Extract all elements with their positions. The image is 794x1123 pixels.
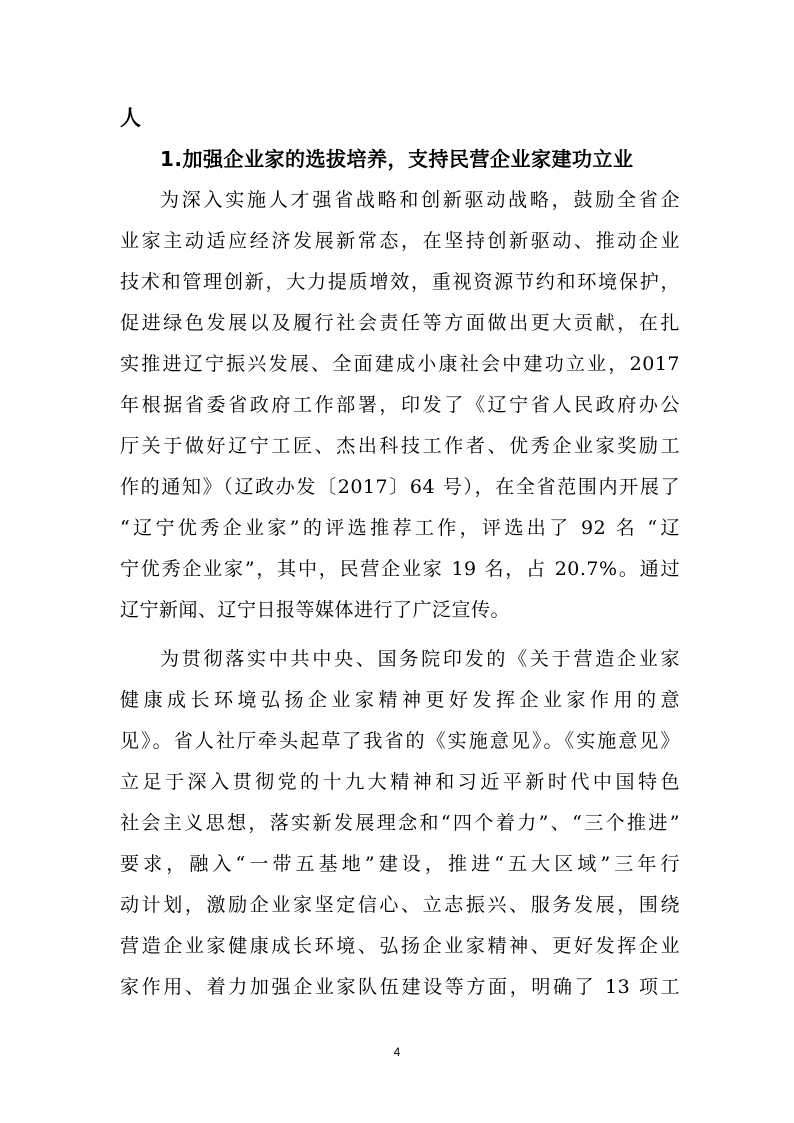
paragraph-line: 家作用、着力加强企业家队伍建设等方面，明确了 13 项工 [120,976,680,998]
paragraph-line: 立足于深入贯彻党的十九大精神和习近平新时代中国特色 [120,771,680,793]
paragraph-line: 作的通知》（辽政办发〔2017〕64 号），在全省范围内开展了 [120,476,680,498]
paragraph-line: 业家主动适应经济发展新常态，在坚持创新驱动、推动企业 [120,230,680,252]
paragraph-line: 技术和管理创新，大力提质增效，重视资源节约和环境保护， [120,271,680,293]
paragraph-2 [120,639,680,1008]
paragraph-line: 社会主义思想，落实新发展理念和“四个着力”、“三个推进” [120,812,680,834]
paragraph-line: 见》。省人社厅牵头起草了我省的《实施意见》。《实施意见》 [120,730,680,752]
paragraph-line: 年根据省委省政府工作部署，印发了《辽宁省人民政府办公 [120,394,680,416]
paragraph-line: 厅关于做好辽宁工匠、杰出科技工作者、优秀企业家奖励工 [120,435,680,457]
paragraph-line: 促进绿色发展以及履行社会责任等方面做出更大贡献，在扎 [120,312,680,334]
paragraph-gap [120,631,680,639]
paragraph-1 [120,180,680,631]
paragraph-line: 健康成长环境弘扬企业家精神更好发挥企业家作用的意 [120,689,680,711]
document-body [120,98,680,1008]
section-heading: 1.加强企业家的选拔培养，支持民营企业家建功立业 [160,147,634,171]
paragraph-line: “辽宁优秀企业家”的评选推荐工作，评选出了 92 名 “辽 [120,517,680,539]
paragraph-line: 动计划，激励企业家坚定信心、立志振兴、服务发展，围绕 [120,894,680,916]
paragraph-line: 要求，融入“一带五基地”建设，推进“五大区域”三年行 [120,853,680,875]
paragraph-line: 营造企业家健康成长环境、弘扬企业家精神、更好发挥企业 [120,935,680,957]
paragraph-line: 辽宁新闻、辽宁日报等媒体进行了广泛宣传。 [120,599,511,621]
continued-text-line: 人 [120,106,142,130]
paragraph-line: 实推进辽宁振兴发展、全面建成小康社会中建功立业，2017 [120,353,680,375]
paragraph-line: 为深入实施人才强省战略和创新驱动战略，鼓励全省企 [160,189,680,211]
page-number: 4 [393,1045,401,1059]
paragraph-line: 宁优秀企业家”，其中，民营企业家 19 名，占 20.7%。通过 [120,558,680,580]
paragraph-line: 为贯彻落实中共中央、国务院印发的《关于营造企业家 [160,648,680,670]
